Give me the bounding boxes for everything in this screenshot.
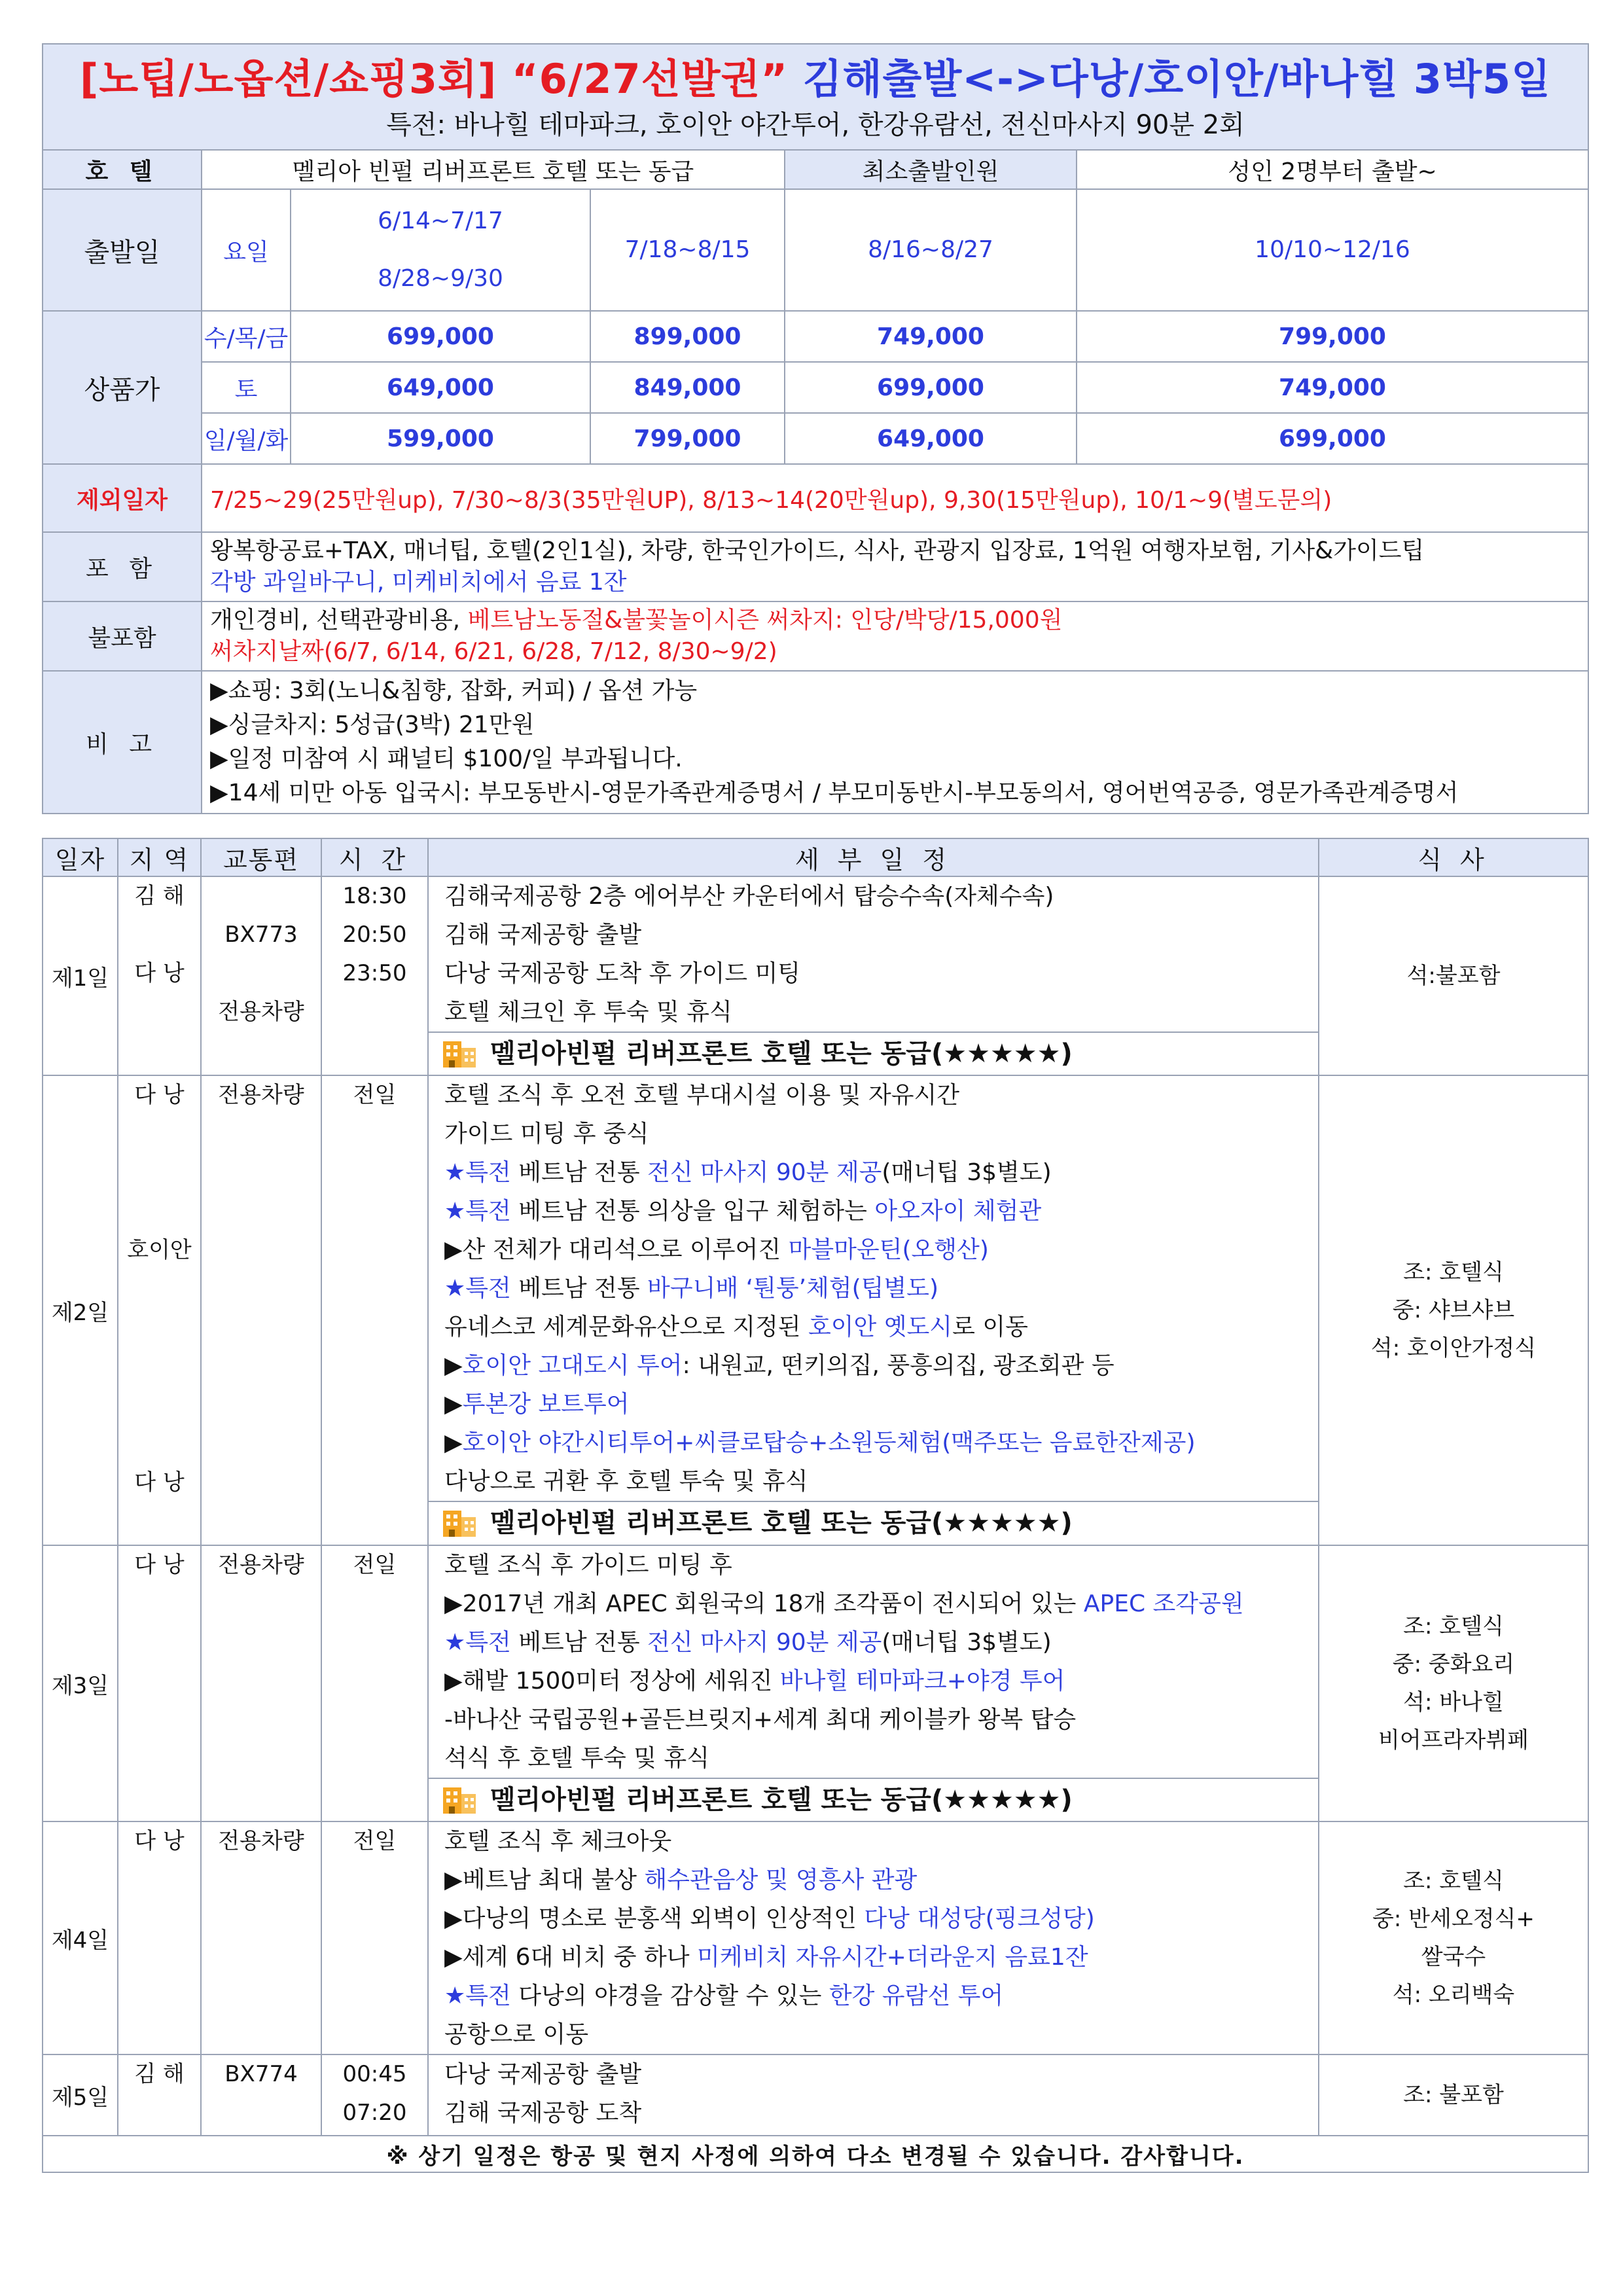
include-label: 포 함 xyxy=(43,532,202,601)
detail-line: 다낭으로 귀환 후 호텔 투숙 및 휴식 xyxy=(444,1468,808,1495)
date-range-4: 10/10~12/16 xyxy=(1077,189,1588,311)
detail-line: -바나산 국립공원+골든브릿지+세계 최대 케이블카 왕복 탑승 xyxy=(444,1706,1077,1733)
details-cell xyxy=(428,1821,1319,2054)
region: 김 해 xyxy=(134,883,185,909)
tour-info-table xyxy=(42,43,1589,814)
meal-cell: 석:불포함 xyxy=(1319,876,1588,1075)
price-cell: 749,000 xyxy=(1077,362,1588,413)
time: 07:20 xyxy=(342,2100,407,2126)
price-cell: 799,000 xyxy=(590,413,785,464)
details-cell xyxy=(428,876,1319,1075)
transport xyxy=(202,954,321,993)
surcharge-dates: 써차지날짜(6/7, 6/14, 6/21, 6/28, 7/12, 8/30~9/2) xyxy=(210,638,777,665)
min-people-value: 성인 2명부터 출발~ xyxy=(1077,150,1588,189)
detail-text: ▶세계 6대 비치 중 하나 xyxy=(444,1944,698,1971)
flight-number: BX774 xyxy=(201,2054,321,2136)
min-people-label: 최소출발인원 xyxy=(785,150,1077,189)
hotel-line xyxy=(429,1778,1318,1821)
col-header-time: 시 간 xyxy=(321,838,428,876)
detail-highlight: 아오자이 체험관 xyxy=(874,1198,1042,1225)
details-cell xyxy=(428,1545,1319,1821)
col-header-transport: 교통편 xyxy=(201,838,321,876)
time: 20:50 xyxy=(342,922,407,948)
time-cell xyxy=(321,2054,428,2136)
price-cell: 749,000 xyxy=(785,311,1077,362)
detail-line xyxy=(429,1230,1318,1269)
detail-line: 김해국제공항 2층 에어부산 카운터에서 탑승수속(자체수속) xyxy=(444,883,1054,910)
itinerary-day-3 xyxy=(43,1545,1588,1821)
meal-line: 석: 바나힐 xyxy=(1403,1689,1504,1715)
transport-cell xyxy=(201,876,321,1075)
time: 23:50 xyxy=(342,960,407,986)
include-line: 왕복항공료+TAX, 매너팁, 호텔(2인1실), 차량, 한국인가이드, 식사, 관광지 입장료, 1억원 여행자보험, 기사&가이드팁 xyxy=(210,537,1425,564)
exclude-label: 불포함 xyxy=(43,601,202,671)
date-range-1a: 6/14~7/17 xyxy=(378,207,503,234)
title-block xyxy=(43,44,1588,150)
meal-line: 중: 중화요리 xyxy=(1392,1651,1515,1677)
exclude-value xyxy=(202,601,1588,671)
detail-text: (매너팁 3$별도) xyxy=(882,1159,1052,1186)
meal-cell: 조: 불포함 xyxy=(1319,2054,1588,2136)
hotel-building-icon xyxy=(442,1785,477,1815)
detail-line xyxy=(429,1346,1318,1385)
region-cell xyxy=(118,876,201,1075)
exclude-text: 개인경비, 선택관광비용, xyxy=(210,607,468,634)
itinerary-day-2 xyxy=(43,1075,1588,1545)
meal-cell xyxy=(1319,1075,1588,1545)
remark-line: ▶싱글차지: 5성급(3박) 21만원 xyxy=(210,711,535,738)
detail-line xyxy=(429,1623,1318,1662)
region: 다 낭 xyxy=(134,960,185,986)
detail-line: 김해 국제공항 도착 xyxy=(444,2100,642,2126)
col-header-region: 지 역 xyxy=(118,838,201,876)
itinerary-day-4 xyxy=(43,1821,1588,2054)
detail-highlight: 호이안 옛도시 xyxy=(808,1314,953,1340)
hotel-name: 멜리아빈펄 리버프론트 호텔 또는 동급(★★★★★) xyxy=(490,1508,1073,1538)
region xyxy=(118,993,200,1031)
hotel-building-icon xyxy=(442,1508,477,1538)
date-range-3: 8/16~8/27 xyxy=(785,189,1077,311)
price-cell: 849,000 xyxy=(590,362,785,413)
transport-cell: 전용차량 xyxy=(201,1821,321,2054)
title-departure-note: “6/27선발권” xyxy=(511,55,789,103)
date-range-1 xyxy=(291,189,590,311)
transport-cell: 전용차량 xyxy=(201,1545,321,1821)
price-label: 상품가 xyxy=(43,311,202,464)
detail-line: 호텔 조식 후 체크아웃 xyxy=(444,1828,672,1855)
detail-line: 호텔 조식 후 가이드 미팅 후 xyxy=(444,1552,732,1579)
hotel-name: 멜리아빈펄 리버프론트 호텔 또는 동급(★★★★★) xyxy=(490,1785,1073,1815)
hotel-name: 멜리아빈펄 리버프론트 호텔 또는 동급(★★★★★) xyxy=(490,1039,1073,1069)
detail-line: 다낭 국제공항 도착 후 가이드 미팅 xyxy=(444,960,801,987)
detail-line: 공항으로 이동 xyxy=(444,2021,589,2048)
detail-line xyxy=(429,1424,1318,1462)
detail-line: 다낭 국제공항 출발 xyxy=(444,2061,642,2088)
region-cell: 다 낭 xyxy=(118,1821,201,2054)
price-cell: 649,000 xyxy=(785,413,1077,464)
detail-text: (매너팁 3$별도) xyxy=(882,1629,1052,1656)
price-cell: 649,000 xyxy=(291,362,590,413)
detail-text: ▶다낭의 명소로 분홍색 외벽이 인상적인 xyxy=(444,1905,865,1932)
day-label: 제4일 xyxy=(43,1821,118,2054)
detail-line xyxy=(429,1977,1318,2015)
detail-line xyxy=(429,1192,1318,1230)
detail-line: 석식 후 호텔 투숙 및 휴식 xyxy=(444,1745,709,1772)
benefit-tag: ★특전 xyxy=(444,1159,511,1186)
col-header-day: 일자 xyxy=(43,838,118,876)
detail-text: 로 이동 xyxy=(952,1314,1028,1340)
price-cell: 699,000 xyxy=(785,362,1077,413)
tour-sheet xyxy=(42,43,1588,2173)
detail-text: ▶산 전체가 대리석으로 이루어진 xyxy=(444,1236,789,1263)
price-row-days: 일/월/화 xyxy=(202,413,291,464)
detail-text: ▶ xyxy=(444,1429,463,1456)
detail-highlight: 마블마운틴(오행산) xyxy=(788,1236,989,1263)
detail-line xyxy=(429,1861,1318,1899)
detail-highlight: 호이안 고대도시 투어 xyxy=(462,1352,683,1379)
benefit-tag: ★특전 xyxy=(444,1275,511,1302)
detail-line xyxy=(429,1899,1318,1938)
weekday-label: 요일 xyxy=(202,189,291,311)
remarks-value xyxy=(202,671,1588,814)
title-route: 김해출발<->다낭/호이안/바나힐 3박5일 xyxy=(802,55,1551,103)
surcharge-text: 베트남노동절&불꽃놀이시즌 써차지: 인당/박당/15,000원 xyxy=(467,607,1063,634)
time-cell: 전일 xyxy=(321,1545,428,1821)
detail-text: ▶ xyxy=(444,1352,463,1379)
detail-line: 가이드 미팅 후 중식 xyxy=(444,1121,649,1147)
detail-highlight: 해수관음상 및 영흥사 관광 xyxy=(644,1867,918,1893)
day-label: 제3일 xyxy=(43,1545,118,1821)
price-row-days: 토 xyxy=(202,362,291,413)
detail-text: ▶해발 1500미터 정상에 세워진 xyxy=(444,1668,780,1695)
detail-highlight: 미케비치 자유시간+더라운지 음료1잔 xyxy=(697,1944,1088,1971)
region-cell: 다 낭 xyxy=(118,1545,201,1821)
detail-highlight: 한강 유람선 투어 xyxy=(829,1982,1004,2009)
detail-line xyxy=(429,1385,1318,1424)
meal-cell xyxy=(1319,1545,1588,1821)
col-header-meals: 식 사 xyxy=(1319,838,1588,876)
itinerary-table xyxy=(42,838,1589,2173)
benefits-line: 특전: 바나힐 테마파크, 호이안 야간투어, 한강유람선, 전신마사지 90분 2회 xyxy=(386,110,1245,140)
time-cell: 전일 xyxy=(321,1821,428,2054)
meal-line: 조: 호텔식 xyxy=(1403,1613,1504,1640)
details-cell xyxy=(428,2054,1319,2136)
itinerary-day-5 xyxy=(43,2054,1588,2136)
detail-line: 호텔 체크인 후 투숙 및 휴식 xyxy=(444,999,732,1026)
price-cell: 799,000 xyxy=(1077,311,1588,362)
excluded-dates-label: 제외일자 xyxy=(43,464,202,532)
benefit-tag: ★특전 xyxy=(444,1198,511,1225)
remark-line: ▶쇼핑: 3회(노니&침향, 잡화, 커피) / 옵션 가능 xyxy=(210,677,698,704)
hotel-line xyxy=(429,1501,1318,1544)
detail-line xyxy=(429,1585,1318,1623)
meal-line: 중: 반세오정식+ xyxy=(1372,1906,1535,1932)
region: 다 낭 xyxy=(134,1469,185,1496)
detail-line xyxy=(429,1308,1318,1346)
transport: 전용차량 xyxy=(218,999,304,1025)
detail-line xyxy=(429,1938,1318,1977)
time: 18:30 xyxy=(342,883,407,909)
detail-highlight: 호이안 야간시티투어+씨클로탑승+소원등체험(맥주또는 음료한잔제공) xyxy=(462,1429,1196,1456)
region-cell xyxy=(118,1075,201,1545)
meal-line: 석: 호이안가정식 xyxy=(1370,1335,1537,1361)
detail-text: : 내원교, 떤키의집, 풍흥의집, 광조회관 등 xyxy=(682,1352,1115,1379)
exclude-line xyxy=(210,605,1580,636)
col-header-details: 세 부 일 정 xyxy=(428,838,1319,876)
detail-highlight: 바나힐 테마파크+야경 투어 xyxy=(779,1668,1065,1695)
detail-line xyxy=(429,1153,1318,1192)
region xyxy=(118,916,200,954)
detail-text: 베트남 전통 xyxy=(510,1275,648,1302)
detail-text: 유네스코 세계문화유산으로 지정된 xyxy=(444,1314,808,1340)
detail-text: ▶베트남 최대 불상 xyxy=(444,1867,645,1893)
include-value xyxy=(202,532,1588,601)
date-range-2: 7/18~8/15 xyxy=(590,189,785,311)
meal-line: 석: 오리백숙 xyxy=(1392,1982,1515,2008)
remarks-label: 비 고 xyxy=(43,671,202,814)
detail-highlight: 전신 마사지 90분 제공 xyxy=(647,1159,882,1186)
detail-text: 베트남 전통 의상을 입구 체험하는 xyxy=(510,1198,875,1225)
day-label: 제2일 xyxy=(43,1075,118,1545)
hotel-label: 호 텔 xyxy=(43,150,202,189)
detail-text: 베트남 전통 xyxy=(510,1629,648,1656)
benefit-tag: ★특전 xyxy=(444,1629,511,1656)
remark-line: ▶14세 미만 아동 입국시: 부모동반시-영문가족관계증명서 / 부모미동반시-부모동의서, 영어번역공증, 영문가족관계증명서 xyxy=(210,780,1459,806)
detail-highlight: 바구니배 ‘퉌퉁’체험(팁별도) xyxy=(647,1275,939,1302)
meal-line: 조: 호텔식 xyxy=(1403,1868,1504,1894)
time: 00:45 xyxy=(342,2061,407,2087)
detail-text: 다낭의 야경을 감상할 수 있는 xyxy=(510,1982,829,2009)
price-row-days: 수/목/금 xyxy=(202,311,291,362)
time-cell: 전일 xyxy=(321,1075,428,1545)
detail-highlight: 다낭 대성당(핑크성당) xyxy=(864,1905,1095,1932)
itinerary-day-1 xyxy=(43,876,1588,1075)
price-cell: 699,000 xyxy=(291,311,590,362)
day-label: 제1일 xyxy=(43,876,118,1075)
transport-cell: 전용차량 xyxy=(201,1075,321,1545)
meal-line: 중: 샤브샤브 xyxy=(1392,1297,1515,1323)
title-prefix: [노팁/노옵션/쇼핑3회] xyxy=(80,55,497,103)
region: 다 낭 xyxy=(134,1082,185,1108)
excluded-dates-value: 7/25~29(25만원up), 7/30~8/3(35만원UP), 8/13~14(20만원up), 9,30(15만원up), 10/1~9(별도문의) xyxy=(202,464,1588,532)
remark-line: ▶일정 미참여 시 패널티 $100/일 부과됩니다. xyxy=(210,745,683,772)
benefit-tag: ★특전 xyxy=(444,1982,511,2009)
details-cell xyxy=(428,1075,1319,1545)
region: 호이안 xyxy=(127,1237,192,1263)
hotel-value: 멜리아 빈펄 리버프론트 호텔 또는 동급 xyxy=(202,150,785,189)
transport xyxy=(202,877,321,916)
hotel-building-icon xyxy=(442,1039,477,1069)
detail-line xyxy=(429,1269,1318,1308)
meal-line: 조: 호텔식 xyxy=(1403,1259,1504,1285)
detail-highlight: 투본강 보트투어 xyxy=(462,1391,630,1418)
detail-highlight: APEC 조각공원 xyxy=(1083,1590,1244,1617)
day-label: 제5일 xyxy=(43,2054,118,2136)
detail-text: 베트남 전통 xyxy=(510,1159,648,1186)
region-cell: 김 해 xyxy=(118,2054,201,2136)
detail-line xyxy=(429,1662,1318,1700)
flight-number: BX773 xyxy=(224,922,298,948)
meal-line: 쌀국수 xyxy=(1421,1944,1486,1970)
detail-highlight: 전신 마사지 90분 제공 xyxy=(647,1629,882,1656)
departure-label: 출발일 xyxy=(43,189,202,311)
detail-line: 호텔 조식 후 오전 호텔 부대시설 이용 및 자유시간 xyxy=(444,1082,960,1109)
time-cell xyxy=(321,876,428,1075)
include-line: 각방 과일바구니, 미케비치에서 음료 1잔 xyxy=(210,569,627,596)
date-range-1b: 8/28~9/30 xyxy=(378,265,503,292)
meal-cell xyxy=(1319,1821,1588,2054)
detail-line: 김해 국제공항 출발 xyxy=(444,922,642,948)
meal-line: 비어프라자뷔페 xyxy=(1378,1727,1529,1753)
price-cell: 699,000 xyxy=(1077,413,1588,464)
detail-text: ▶2017년 개최 APEC 회원국의 18개 조각품이 전시되어 있는 xyxy=(444,1590,1084,1617)
price-cell: 899,000 xyxy=(590,311,785,362)
detail-text: ▶ xyxy=(444,1391,463,1418)
price-cell: 599,000 xyxy=(291,413,590,464)
hotel-line xyxy=(429,1031,1318,1075)
page-title xyxy=(50,52,1581,106)
footer-note: ※ 상기 일정은 항공 및 현지 사정에 의하여 다소 변경될 수 있습니다. 감사합니다. xyxy=(43,2136,1588,2172)
